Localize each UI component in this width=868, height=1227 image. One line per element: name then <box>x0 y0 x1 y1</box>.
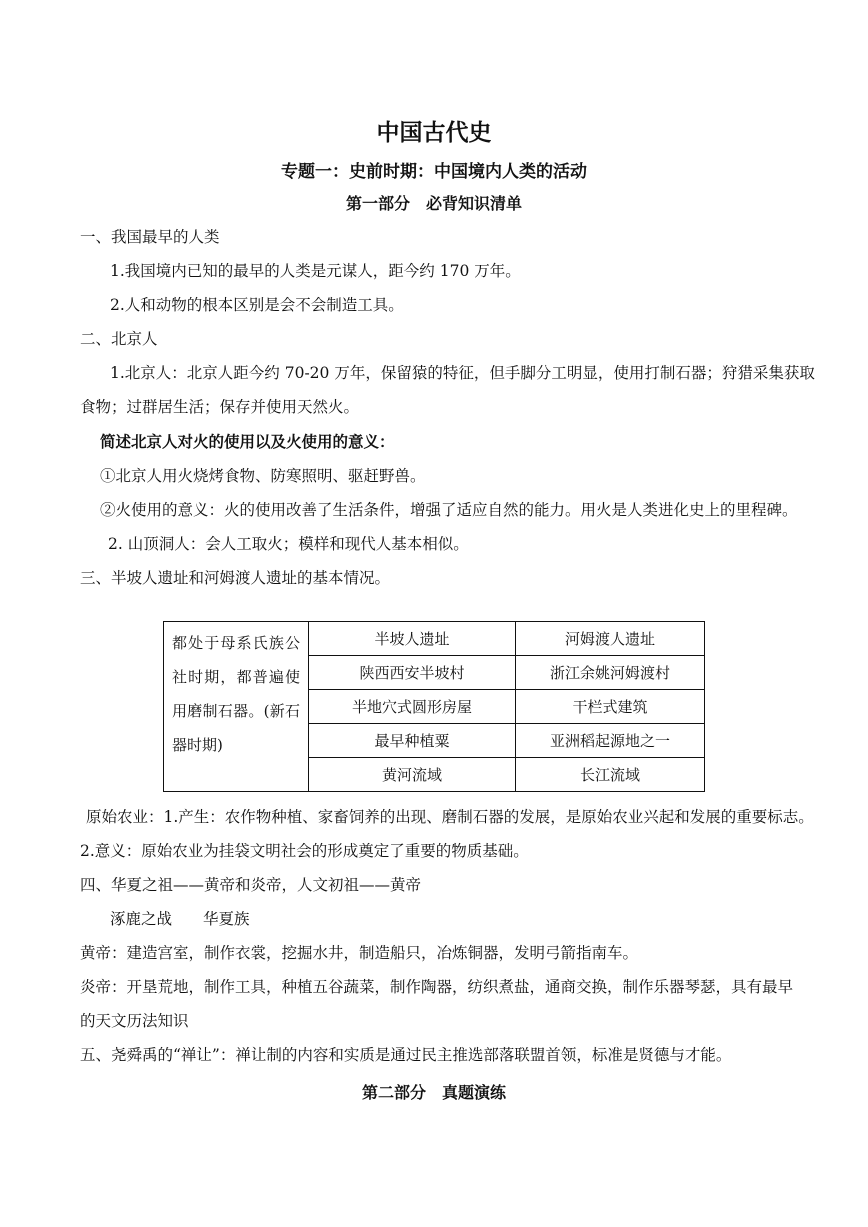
part-two-heading: 第二部分 真题演练 <box>361 1083 506 1102</box>
table-cell: 长江流域 <box>516 758 705 792</box>
table-cell: 半坡人遗址 <box>309 622 516 656</box>
sites-comparison-table <box>163 621 705 792</box>
part-one-heading: 第一部分 必背知识清单 <box>345 194 522 213</box>
topic-subtitle: 专题一：史前时期：中国境内人类的活动 <box>281 162 587 182</box>
table-cell: 干栏式建筑 <box>516 690 705 724</box>
huangdi-achievements: 黄帝：建造宫室，制作衣裳，挖掘水井，制造船只，冶炼铜器，发明弓箭指南车。 <box>80 944 639 962</box>
section-four-heading: 四、华夏之祖——黄帝和炎帝，人文初祖——黄帝 <box>80 876 422 894</box>
yandi-achievements-line-2: 的天文历法知识 <box>80 1012 189 1030</box>
section-three-heading: 三、半坡人遗址和河姆渡人遗址的基本情况。 <box>80 569 391 587</box>
fire-question: 简述北京人对火的使用以及火使用的意义： <box>100 433 395 451</box>
fire-answer-1: ①北京人用火烧烤食物、防寒照明、驱赶野兽。 <box>100 467 426 485</box>
yandi-achievements-line-1: 炎帝：开垦荒地，制作工具，种植五谷蔬菜，制作陶器，纺织煮盐，通商交换，制作乐器琴瑟，具有最早 <box>80 978 794 996</box>
table-note-cell: 都处于母系氏族公社时期，都普遍使用磨制石器。(新石器时期) <box>164 622 309 792</box>
fire-answer-2: ②火使用的意义：火的使用改善了生活条件，增强了适应自然的能力。用火是人类进化史上的里程碑。 <box>100 501 798 519</box>
table-cell: 陕西西安半坡村 <box>309 656 516 690</box>
section-one-point-2: 2.人和动物的根本区别是会不会制造工具。 <box>110 296 404 314</box>
section-two-point-2: 2. 山顶洞人：会人工取火；模样和现代人基本相似。 <box>108 535 469 553</box>
agriculture-significance: 2.意义：原始农业为挂袋文明社会的形成奠定了重要的物质基础。 <box>80 842 529 860</box>
table-row <box>164 622 705 656</box>
section-five-heading: 五、尧舜禹的“禅让”：禅让制的内容和实质是通过民主推选部落联盟首领，标准是贤德与才能。 <box>80 1046 732 1064</box>
table-cell: 河姆渡人遗址 <box>516 622 705 656</box>
section-two-point-1-line-1: 1.北京人：北京人距今约 70-20 万年，保留猿的特征，但手脚分工明显，使用打制石器；狩猎采集获取 <box>110 364 815 382</box>
section-two-heading: 二、北京人 <box>80 330 158 348</box>
section-two-point-1-line-2: 食物；过群居生活；保存并使用天然火。 <box>80 398 360 416</box>
table-cell: 浙江余姚河姆渡村 <box>516 656 705 690</box>
document-title: 中国古代史 <box>376 120 492 146</box>
table-cell: 黄河流域 <box>309 758 516 792</box>
agriculture-origin: 原始农业：1.产生：农作物种植、家畜饲养的出现、磨制石器的发展，是原始农业兴起和发展的重要标志。 <box>86 808 814 826</box>
table-cell: 半地穴式圆形房屋 <box>309 690 516 724</box>
section-one-heading: 一、我国最早的人类 <box>80 228 220 246</box>
table-cell: 亚洲稻起源地之一 <box>516 724 705 758</box>
section-four-sub: 涿鹿之战 华夏族 <box>110 910 250 928</box>
table-cell: 最早种植粟 <box>309 724 516 758</box>
section-one-point-1: 1.我国境内已知的最早的人类是元谋人，距今约 170 万年。 <box>110 262 521 280</box>
